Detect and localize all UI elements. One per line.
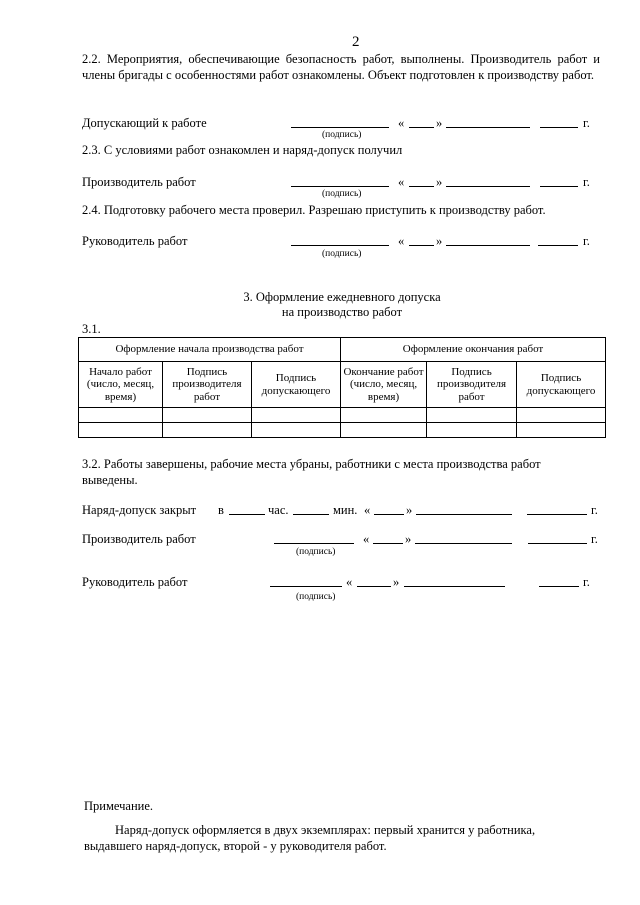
- table-cell[interactable]: [79, 423, 163, 438]
- section-2-2-day-line: [409, 127, 434, 128]
- closing-manager-day-line: [357, 586, 391, 587]
- section-2-2-close-quote: »: [436, 116, 443, 130]
- section-2-4-signature-caption: (подпись): [322, 249, 362, 259]
- table-col-end-time: Окончание работ (число, месяц, время): [341, 362, 427, 408]
- closing-manager-month-line: [404, 586, 505, 587]
- permit-closed-day-line: [374, 514, 404, 515]
- section-2-4-month-line: [446, 245, 530, 246]
- page-number: 2: [352, 34, 360, 50]
- section-2-3-close-quote: »: [436, 175, 443, 189]
- table-cell[interactable]: [341, 423, 427, 438]
- table-cell[interactable]: [517, 423, 606, 438]
- section-2-3-year-label: г.: [583, 175, 590, 189]
- table-col-start-time: Начало работ (число, месяц, время): [79, 362, 163, 408]
- permit-closed-label: Наряд-допуск закрыт: [82, 503, 197, 517]
- closing-producer-role: Производитель работ: [82, 532, 196, 546]
- section-3-heading-line1: 3. Оформление ежедневного допуска: [243, 290, 441, 304]
- section-2-3-signature-line: [291, 186, 389, 187]
- section-3-1-label: 3.1.: [82, 322, 101, 336]
- closing-producer-signature-line: [274, 543, 354, 544]
- closing-manager-open-quote: «: [346, 575, 353, 589]
- permit-closed-year-label: г.: [591, 503, 598, 517]
- closing-producer-year-label: г.: [591, 532, 598, 546]
- section-2-4-year-line: [538, 245, 578, 246]
- section-2-3-month-line: [446, 186, 530, 187]
- closing-manager-signature-line: [270, 586, 342, 587]
- section-2-4-open-quote: «: [398, 234, 405, 248]
- table-cell[interactable]: [163, 408, 252, 423]
- table-cell[interactable]: [427, 408, 517, 423]
- closing-manager-close-quote: »: [393, 575, 400, 589]
- table-cell[interactable]: [517, 408, 606, 423]
- table-col-end-producer-signature: Подпись производителя работ: [427, 362, 517, 408]
- section-2-4-day-line: [409, 245, 434, 246]
- table-col-start-admitter-signature: Подпись допускающего: [252, 362, 341, 408]
- closing-manager-signature-caption: (подпись): [296, 592, 336, 602]
- permit-closed-month-line: [416, 514, 512, 515]
- daily-permit-table: [78, 337, 606, 438]
- table-cell[interactable]: [163, 423, 252, 438]
- permit-closed-open-quote: «: [364, 503, 371, 517]
- section-2-4-close-quote: »: [436, 234, 443, 248]
- table-cell[interactable]: [252, 423, 341, 438]
- table-group-end-header: Оформление окончания работ: [341, 338, 606, 362]
- section-2-2-open-quote: «: [398, 116, 405, 130]
- closing-producer-close-quote: »: [405, 532, 412, 546]
- permit-closed-hours-label: час.: [268, 503, 289, 517]
- section-2-2-signature-caption: (подпись): [322, 130, 362, 140]
- note-text: Наряд-допуск оформляется в двух экземплярах: первый хранится у работника, выдавшего наряд-допуск, второй - у руководителя работ.: [84, 823, 536, 853]
- section-2-4-role: Руководитель работ: [82, 234, 188, 248]
- section-2-3-year-line: [540, 186, 578, 187]
- note-title: Примечание.: [84, 799, 154, 813]
- table-row: [79, 423, 606, 438]
- section-2-2-year-label: г.: [583, 116, 590, 130]
- section-3-heading-line2: на производство работ: [281, 305, 403, 319]
- permit-closed-hours-line: [229, 514, 265, 515]
- closing-producer-signature-caption: (подпись): [296, 547, 336, 557]
- closing-producer-open-quote: «: [363, 532, 370, 546]
- section-2-4-text: 2.4. Подготовку рабочего места проверил. Разрешаю приступить к производству работ.: [82, 203, 546, 217]
- section-2-2-month-line: [446, 127, 530, 128]
- table-cell[interactable]: [427, 423, 517, 438]
- closing-manager-year-label: г.: [583, 575, 590, 589]
- section-2-3-text: 2.3. С условиями работ ознакомлен и наряд-допуск получил: [82, 143, 403, 157]
- closing-producer-month-line: [415, 543, 512, 544]
- table-col-start-producer-signature: Подпись производителя работ: [163, 362, 252, 408]
- table-cell[interactable]: [341, 408, 427, 423]
- section-2-3-role: Производитель работ: [82, 175, 196, 189]
- section-2-2-year-line: [540, 127, 578, 128]
- table-row: [79, 408, 606, 423]
- table-cell[interactable]: [79, 408, 163, 423]
- permit-closed-year-line: [527, 514, 587, 515]
- section-2-2-role: Допускающий к работе: [82, 116, 207, 130]
- table-group-start-header: Оформление начала производства работ: [79, 338, 341, 362]
- section-2-2-signature-line: [291, 127, 389, 128]
- section-2-3-signature-caption: (подпись): [322, 189, 362, 199]
- section-2-3-open-quote: «: [398, 175, 405, 189]
- table-cell[interactable]: [252, 408, 341, 423]
- section-2-4-year-label: г.: [583, 234, 590, 248]
- closing-manager-role: Руководитель работ: [82, 575, 188, 589]
- permit-closed-close-quote: »: [406, 503, 413, 517]
- closing-manager-year-line: [539, 586, 579, 587]
- section-2-2-text: 2.2. Мероприятия, обеспечивающие безопасность работ, выполнены. Производитель работ и члены бригады с особенностями работ ознакомлены. Объект подготовлен к производству работ.: [82, 52, 600, 82]
- permit-closed-in: в: [218, 503, 224, 517]
- permit-closed-minutes-label: мин.: [333, 503, 358, 517]
- closing-producer-year-line: [528, 543, 587, 544]
- closing-producer-day-line: [373, 543, 403, 544]
- table-col-end-admitter-signature: Подпись допускающего: [517, 362, 606, 408]
- section-2-4-signature-line: [291, 245, 389, 246]
- section-3-2-text: 3.2. Работы завершены, рабочие места убраны, работники с места производства работ выведены.: [82, 457, 541, 487]
- permit-closed-minutes-line: [293, 514, 329, 515]
- section-2-3-day-line: [409, 186, 434, 187]
